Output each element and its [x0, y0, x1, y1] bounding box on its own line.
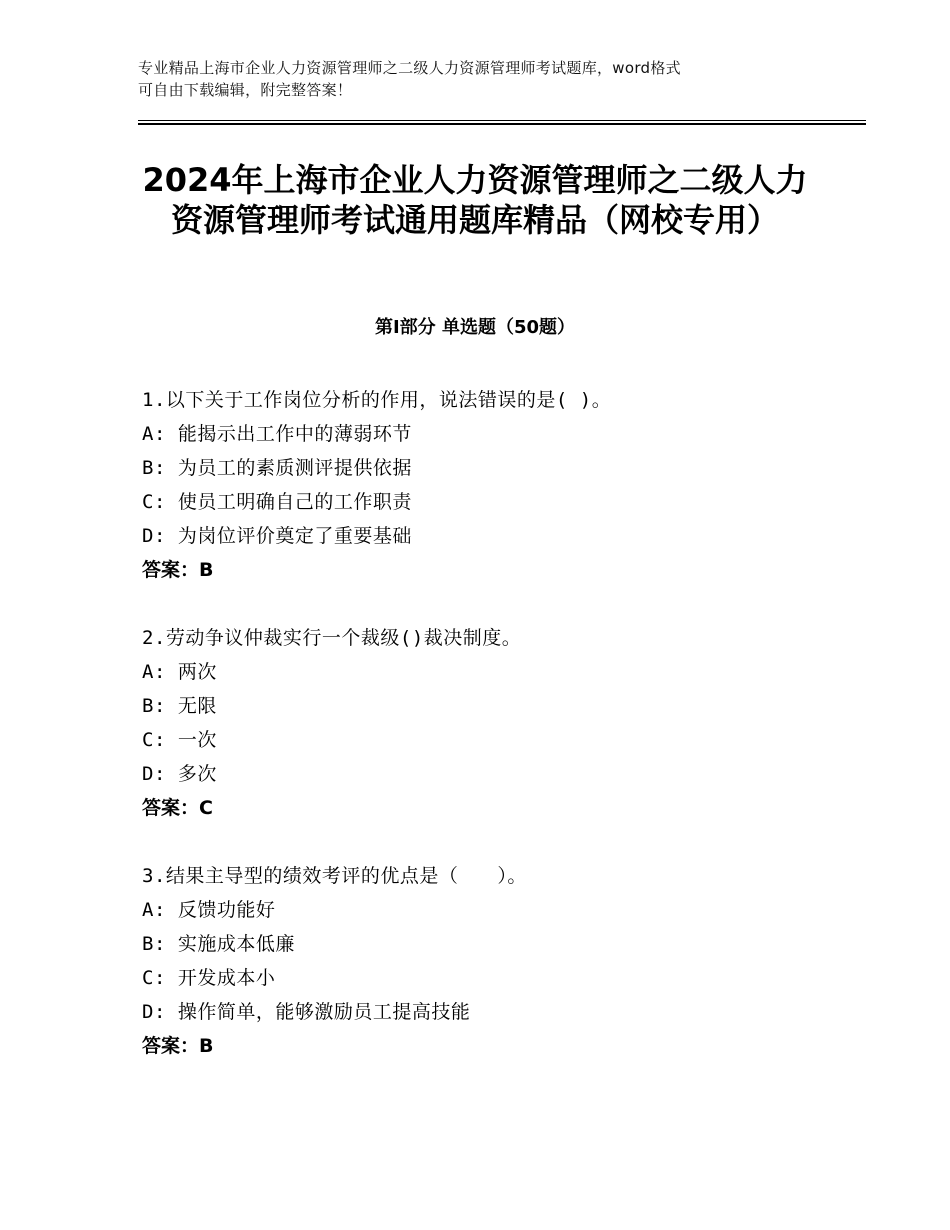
answer: 答案：B	[142, 559, 214, 581]
option-b: B: 为员工的素质测评提供依据	[142, 457, 412, 479]
header-divider-thick	[138, 123, 866, 125]
option-b: B: 实施成本低廉	[142, 933, 295, 955]
option-a: A: 能揭示出工作中的薄弱环节	[142, 423, 412, 445]
option-d: D: 操作简单，能够激励员工提高技能	[142, 1001, 471, 1023]
header-divider-thin	[138, 120, 866, 121]
option-d: D: 为岗位评价奠定了重要基础	[142, 525, 412, 547]
option-a: A: 反馈功能好	[142, 899, 276, 921]
header-note-line-2: 可自由下载编辑，附完整答案！	[138, 81, 353, 99]
question-1	[142, 383, 842, 587]
answer: 答案：B	[142, 1035, 214, 1057]
question-2	[142, 621, 842, 825]
option-c: C: 使员工明确自己的工作职责	[142, 491, 412, 513]
question-stem: 3.结果主导型的绩效考评的优点是（ ）。	[142, 865, 527, 887]
question-stem: 1.以下关于工作岗位分析的作用，说法错误的是( )。	[142, 389, 612, 411]
header-note	[138, 57, 818, 101]
option-a: A: 两次	[142, 661, 217, 683]
question-stem: 2.劳动争议仲裁实行一个裁级()裁决制度。	[142, 627, 522, 649]
option-c: C: 一次	[142, 729, 217, 751]
answer: 答案：C	[142, 797, 213, 819]
section-heading: 第Ⅰ部分 单选题（50题）	[374, 317, 575, 338]
option-b: B: 无限	[142, 695, 217, 717]
header-note-line-1: 专业精品上海市企业人力资源管理师之二级人力资源管理师考试题库，word格式	[138, 59, 681, 77]
question-list	[142, 383, 842, 1097]
question-3	[142, 859, 842, 1063]
document-title: 2024年上海市企业人力资源管理师之二级人力资源管理师考试通用题库精品（网校专用）	[142, 161, 808, 239]
option-c: C: 开发成本小	[142, 967, 276, 989]
option-d: D: 多次	[142, 763, 217, 785]
